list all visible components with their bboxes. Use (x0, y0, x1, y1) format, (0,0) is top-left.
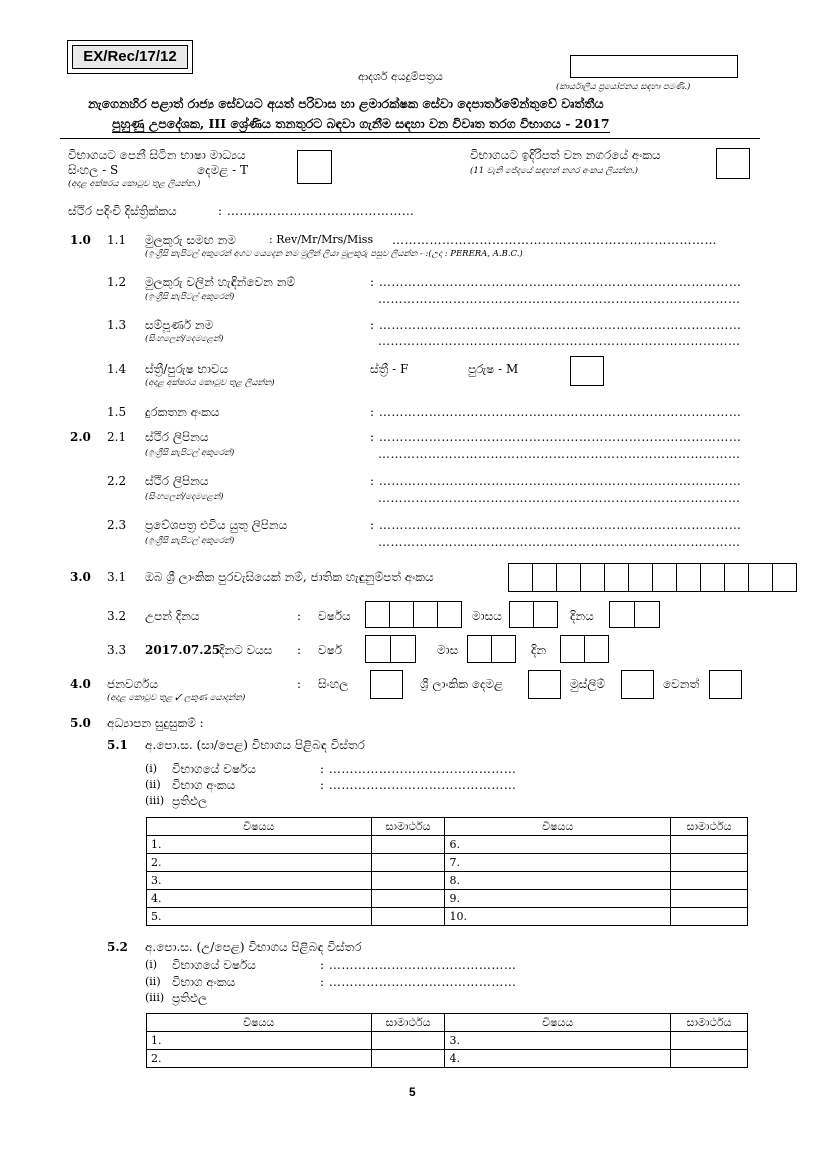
al-index-field[interactable]: : ……………………………………… (320, 975, 517, 989)
section-5-number: 5.0 (70, 716, 91, 730)
q2-1-label: ස්ථිර ලිපිනය (145, 430, 209, 444)
al-results-label: ප්‍රතිඵල (172, 991, 208, 1005)
q1-2-number: 1.2 (107, 275, 127, 289)
q2-2-note: (සිංහලෙන්/දෙමළෙන්) (145, 492, 224, 502)
q1-4-number: 1.4 (107, 362, 127, 376)
ethnicity-tamil-label: ශ්‍රී ලාංකික දෙමළ (420, 677, 504, 691)
permanent-address-si-line2[interactable]: …………………………………………………………………………… (378, 491, 741, 505)
q1-1-note: (ඉංග්‍රීසි කැපිටල් අකුරෙන් අගට යෙදෙන නම මුලින් ලියා මුලකුරු පසුව ලියන්න - :(උදා : PERERA, A.B.C.) (145, 249, 523, 259)
grade-header: සාමාර්ථය (671, 818, 748, 836)
q1-3-note: (සිංහලෙන්/දෙමළෙන්) (145, 334, 224, 344)
q3-3-label: දිනට වයස (219, 643, 273, 657)
name-field[interactable]: …………………………………………………………………… (392, 233, 717, 247)
q1-1-number: 1.1 (107, 233, 127, 247)
ethnicity-other-label: වෙනත් (663, 677, 700, 691)
full-name-field-line1[interactable]: : …………………………………………………………………………… (370, 318, 742, 332)
phone-field[interactable]: : …………………………………………………………………………… (370, 405, 742, 419)
city-input-box[interactable] (716, 148, 750, 179)
ol-results-label: ප්‍රතිඵල (172, 794, 208, 808)
ol-results-index: (iii) (145, 794, 165, 807)
subject-cell[interactable]: 4. (445, 1050, 671, 1068)
table-row (147, 1032, 748, 1050)
medium-sinhala: සිංහල - S (68, 163, 119, 177)
admission-address-line2[interactable]: …………………………………………………………………………… (378, 535, 741, 549)
subject-header: විෂයය (147, 1014, 372, 1032)
al-index-index: (ii) (145, 975, 161, 988)
ol-index-label: විභාග අංකය (172, 778, 236, 792)
ethnicity-other-box[interactable] (709, 670, 742, 699)
dob-year-label: වර්ෂය (318, 609, 351, 623)
ol-section-number: 5.1 (107, 738, 128, 752)
ol-section-title: අ.පො.ස. (සා/පෙළ) විභාගය පිළිබඳ විස්තර (145, 738, 365, 752)
table-row (147, 872, 748, 890)
reference-code: EX/Rec/17/12 (67, 40, 193, 74)
subject-header: විෂයය (147, 818, 372, 836)
subject-cell[interactable]: 9. (445, 890, 671, 908)
gender-input-box[interactable] (570, 356, 604, 386)
grade-cell[interactable] (371, 890, 445, 908)
subject-cell[interactable]: 1. (147, 1032, 372, 1050)
q1-1-label: මුලකුරු සමඟ නම (145, 233, 236, 247)
ethnicity-tamil-box[interactable] (528, 670, 561, 699)
permanent-address-en-line2[interactable]: …………………………………………………………………………… (378, 447, 741, 461)
grade-cell[interactable] (371, 854, 445, 872)
grade-cell[interactable] (371, 836, 445, 854)
q1-5-label: දුරකතන අංකය (145, 405, 220, 419)
age-years-cells[interactable] (366, 635, 416, 663)
district-label: ස්ථිර පදිංචි දිස්ත්‍රික්කය (68, 204, 177, 218)
subject-cell[interactable]: 1. (147, 836, 372, 854)
ol-index-index: (ii) (145, 778, 161, 791)
section-4-number: 4.0 (70, 677, 91, 691)
grade-cell[interactable] (671, 908, 748, 926)
table-row (147, 854, 748, 872)
form-title-line2: පුහුණු උපදේශක, III ශ්‍රේණිය තනතුරට බඳවා ගැනීම සඳහා වන විවෘත තරග විභාගය - 2017 (112, 116, 610, 131)
page-number: 5 (409, 1085, 416, 1099)
age-days-label: දින (531, 643, 547, 657)
subject-cell[interactable]: 8. (445, 872, 671, 890)
al-section-number: 5.2 (107, 940, 128, 954)
initials-name-field-line2[interactable]: …………………………………………………………………………… (378, 292, 741, 306)
al-index-label: විභාග අංකය (172, 975, 236, 989)
section-1-number: 1.0 (70, 233, 91, 247)
grade-cell[interactable] (671, 1050, 748, 1068)
subject-cell[interactable]: 6. (445, 836, 671, 854)
grade-header: සාමාර්ථය (371, 1014, 445, 1032)
al-year-field[interactable]: : ……………………………………… (320, 958, 517, 972)
grade-cell[interactable] (371, 872, 445, 890)
medium-label: විභාගයට පෙනී සිටින භාෂා මාධ්‍යය (68, 148, 246, 162)
q3-3-colon: : (297, 643, 302, 657)
al-results-table (146, 1013, 748, 1068)
grade-cell[interactable] (671, 890, 748, 908)
al-year-index: (i) (145, 958, 158, 971)
grade-header: සාමාර්ථය (371, 818, 445, 836)
q3-1-number: 3.1 (107, 570, 127, 584)
ol-results-table (146, 817, 748, 926)
q1-4-note: (අදාළ අක්ෂරය කොටුව තුළ ලියන්න) (145, 378, 275, 388)
subject-cell[interactable]: 5. (147, 908, 372, 926)
city-label: විභාගයට ඉදිරිපත් වන නගරයේ අංකය (470, 148, 661, 162)
q3-3-number: 3.3 (107, 643, 127, 657)
table-header-row (147, 1014, 748, 1032)
q2-3-label: ප්‍රවේශපත්‍ර එවිය යුතු ලිපිනය (145, 518, 288, 532)
district-field[interactable]: : ……………………………………… (218, 204, 415, 218)
q2-1-number: 2.1 (107, 430, 127, 444)
grade-cell[interactable] (671, 854, 748, 872)
ethnicity-muslim-box[interactable] (621, 670, 654, 699)
q1-3-number: 1.3 (107, 318, 127, 332)
subject-cell[interactable]: 2. (147, 1050, 372, 1068)
medium-note: (අදාළ අක්ෂරය කොටුව තුළ ලියන්න.) (68, 179, 201, 189)
al-results-index: (iii) (145, 991, 165, 1004)
q1-3-label: සම්පූර්ණ නම (145, 318, 214, 332)
table-row (147, 908, 748, 926)
ethnicity-sinhala-box[interactable] (370, 670, 403, 699)
medium-tamil: දෙමළ - T (197, 163, 248, 177)
age-years-label: වර්ෂ (318, 643, 343, 657)
ol-year-index: (i) (145, 762, 158, 775)
q2-1-note: (ඉංග්‍රීසි කැපිටල් අකුරෙන්) (145, 448, 235, 458)
al-section-title: අ.පො.ස. (උ/පෙළ) විභාගය පිළිබඳ විස්තර (145, 940, 362, 954)
q2-3-note: (ඉංග්‍රීසි කැපිටල් අකුරෙන්) (145, 536, 235, 546)
subject-cell[interactable]: 3. (147, 872, 372, 890)
q1-4-label: ස්ත්‍රී/පුරුෂ භාවය (145, 362, 229, 376)
dob-day-label: දිනය (570, 609, 594, 623)
subject-cell[interactable]: 2. (147, 854, 372, 872)
dob-year-cells[interactable] (366, 601, 462, 628)
admission-address-line1[interactable]: : …………………………………………………………………………… (370, 518, 742, 532)
grade-header: සාමාර්ථය (671, 1014, 748, 1032)
q1-5-number: 1.5 (107, 405, 127, 419)
section-3-number: 3.0 (70, 570, 91, 584)
q3-2-number: 3.2 (107, 609, 127, 623)
grade-cell[interactable] (371, 1032, 445, 1050)
grade-cell[interactable] (671, 1032, 748, 1050)
grade-cell[interactable] (671, 836, 748, 854)
q3-2-label: උපන් දිනය (145, 609, 200, 623)
subject-header: විෂයය (445, 818, 671, 836)
full-name-field-line2[interactable]: …………………………………………………………………………… (378, 334, 741, 348)
q2-3-number: 2.3 (107, 518, 127, 532)
q1-2-label: මුලකුරු වලින් හැඳින්වෙන නම් (145, 275, 296, 289)
subject-cell[interactable]: 10. (445, 908, 671, 926)
subject-header: විෂයය (445, 1014, 671, 1032)
title-rule (60, 138, 760, 139)
al-year-label: විභාගයේ වර්ෂය (172, 958, 256, 972)
table-header-row (147, 818, 748, 836)
ol-index-field[interactable]: : ……………………………………… (320, 778, 517, 792)
q2-2-label: ස්ථිර ලිපිනය (145, 474, 209, 488)
nic-input-cells[interactable] (509, 563, 797, 592)
ol-year-field[interactable]: : ……………………………………… (320, 762, 517, 776)
grade-cell[interactable] (371, 908, 445, 926)
ethnicity-colon: : (297, 677, 302, 691)
ethnicity-label: ජනවර්ගය (107, 677, 158, 691)
table-row (147, 890, 748, 908)
dob-day-cells[interactable] (610, 601, 660, 628)
grade-cell[interactable] (671, 872, 748, 890)
dob-month-label: මාසය (472, 609, 502, 623)
q3-2-colon: : (297, 609, 302, 623)
section-2-number: 2.0 (70, 430, 91, 444)
permanent-address-si-line1[interactable]: : …………………………………………………………………………… (370, 474, 742, 488)
form-title-line1: නැගෙනහිර පළාත් රාජ්‍ය සේවයට අයත් පරිවාස හා ළමාරක්ෂක සේවා දෙපාර්තමේන්තුවේ වෘත්තීය (88, 96, 604, 111)
office-use-box[interactable] (570, 55, 738, 78)
q1-2-note: (ඉංග්‍රීසි කැපිටල් අකුරෙන්) (145, 292, 235, 302)
subject-cell[interactable]: 7. (445, 854, 671, 872)
initials-name-field-line1[interactable]: : …………………………………………………………………………… (370, 275, 742, 289)
form-label: ආදර්ශ අයදුම්පත්‍රය (358, 70, 443, 83)
age-reference-date: 2017.07.25 (145, 643, 221, 657)
education-label: අධ්‍යාපන සුදුසුකම් : (107, 716, 204, 730)
permanent-address-en-line1[interactable]: : …………………………………………………………………………… (370, 430, 742, 444)
name-title-options: : Rev/Mr/Mrs/Miss (269, 233, 374, 246)
city-note: (11 වැනි ජේදයේ සඳහන් නගර අංකය ලියන්න.) (470, 166, 638, 176)
dob-month-cells[interactable] (510, 601, 558, 628)
subject-cell[interactable]: 3. (445, 1032, 671, 1050)
table-row (147, 1050, 748, 1068)
grade-cell[interactable] (371, 1050, 445, 1068)
q2-2-number: 2.2 (107, 474, 127, 488)
ethnicity-sinhala-label: සිංහල (318, 677, 349, 691)
gender-male: පුරුෂ - M (468, 362, 519, 376)
age-months-label: මාස (437, 643, 459, 657)
ethnicity-note: (අදාළ කොටුව තුළ ✓ ලකුණ යොදන්න) (107, 693, 246, 703)
age-days-cells[interactable] (561, 635, 609, 663)
q3-1-label: ඔබ ශ්‍රී ලාංකික පුරවැසියෙක් නම්, ජාතික හැඳුනුම්පත් අංකය (145, 570, 434, 584)
age-months-cells[interactable] (468, 635, 516, 663)
medium-input-box[interactable] (297, 150, 332, 184)
ol-year-label: විභාගයේ වර්ෂය (172, 762, 256, 776)
office-use-note: (කාර්යාලීය ප්‍රයෝජනය සඳහා පමණි.) (556, 82, 691, 92)
table-row (147, 836, 748, 854)
subject-cell[interactable]: 4. (147, 890, 372, 908)
gender-female: ස්ත්‍රී - F (370, 362, 409, 376)
ethnicity-muslim-label: මුස්ලිම් (570, 677, 606, 691)
